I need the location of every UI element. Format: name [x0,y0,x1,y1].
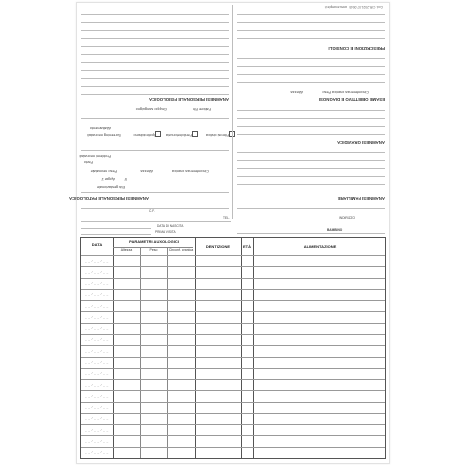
table-row [81,289,385,290]
section-anamnesi-patologica: ANAMNESI PERSONALE PATOLOGICA [69,196,149,201]
date-placeholder[interactable]: _ _ / _ _ / _ _ [85,405,109,410]
rotated-form [69,3,389,221]
rule [237,208,385,209]
rule [81,208,229,209]
rule [237,30,385,31]
rule [237,118,385,119]
table-row [81,323,385,324]
rule [237,74,385,75]
table-row [81,278,385,279]
th-circonf: Circonf. cranica [168,248,194,252]
rule [237,110,385,111]
rule [81,46,229,47]
date-placeholder[interactable]: _ _ / _ _ / _ _ [85,371,109,376]
date-placeholder[interactable]: _ _ / _ _ / _ _ [85,348,109,353]
rule [81,192,229,193]
rule [237,14,385,15]
rule [81,30,229,31]
rule [81,150,229,151]
date-placeholder[interactable]: _ _ / _ _ / _ _ [85,427,109,432]
th-alimentazione: ALIMENTAZIONE [303,244,337,249]
rule [81,86,229,87]
rule-bambino [237,233,385,234]
gravidica-circonferenza: Circonferenza cranica [172,169,209,173]
label-data-nascita: DATA DI NASCITA [157,224,184,228]
rule [237,168,385,169]
rule [237,66,385,67]
gravidica-altezza: Altezza [140,169,153,173]
section-anamnesi-gravidica: ANAMNESI GRAVIDICA [337,140,385,145]
section-anamnesi-familiare: ANAMNESI FAMILIARE [337,196,385,201]
center-divider [232,5,233,219]
gravidica-parto: Parto [83,160,93,164]
section-anamnesi-fisiologica: ANAMNESI PERSONALE FISIOLOGICA [149,97,229,102]
rule-cf [81,221,231,222]
gravidica-apgar5: 5' [124,177,127,181]
section-prescrizioni: PRESCRIZIONI E CONSIGLI [328,46,385,51]
header-code: Cod. CIR-2021.07.0045 [349,5,383,9]
table-row [81,300,385,301]
date-placeholder[interactable]: _ _ / _ _ / _ _ [85,438,109,443]
label-cf: C.F. [149,209,155,213]
th-peso: Peso [149,248,158,252]
rule [81,38,229,39]
rule-prima-visita [81,234,151,235]
section-esame-obiettivo: ESAME OBIETTIVO E DIAGNOSI [318,97,385,102]
upper-form-area [69,3,389,221]
table-row [81,334,385,335]
rule [81,94,229,95]
rule-nascita [81,228,151,229]
table-row [81,379,385,380]
date-placeholder[interactable]: _ _ / _ _ / _ _ [85,337,109,342]
table-row [81,255,385,256]
table-row [81,390,385,391]
rule [237,82,385,83]
rule [81,118,229,119]
rule [237,38,385,39]
rule [237,160,385,161]
esame-field-altezza: Altezza [290,90,303,94]
subcol-divider [140,248,141,458]
table-row [81,368,385,369]
rule [237,152,385,153]
table-row [81,424,385,425]
date-placeholder[interactable]: _ _ / _ _ / _ _ [85,393,109,398]
esame-field-circonferenza: Circonferenza cranica [332,90,369,94]
rule [237,22,385,23]
rule [237,58,385,59]
medical-record-sheet [69,2,390,464]
gravidica-eta-gestazionale: Età gestazionale [96,185,125,189]
subcol-divider [167,248,168,458]
label-indirizzo: INDIRIZZO [339,216,355,220]
fisio-ipotiroidismo: Ipotiroidismo [133,133,155,137]
table-row [81,402,385,403]
label-tel: TEL. [223,216,230,220]
date-placeholder[interactable]: _ _ / _ _ / _ _ [85,281,109,286]
rule [81,22,229,23]
header-site: www.example.it [324,5,347,9]
fisio-fattore-rh: Fattore Rh [193,107,211,111]
fisio-screening: Screening neonatali [87,133,121,137]
th-parametri: PARAMETRI AUXOLOGICI [129,239,179,244]
label-prima-visita: PRIMA VISITA [155,230,176,234]
fisio-fenilchetonuria: Fenilchetonuria [166,133,192,137]
date-placeholder[interactable]: _ _ / _ _ / _ _ [85,269,109,274]
table-row [81,311,385,312]
gravidica-peso-neonatale: Peso neonatale [90,169,117,173]
visits-table [80,237,386,459]
table-row [81,357,385,358]
th-altezza: Altezza [120,248,133,252]
date-placeholder[interactable]: _ _ / _ _ / _ _ [85,382,109,387]
rule [81,54,229,55]
esame-field-peso: Peso [322,90,331,94]
date-placeholder[interactable]: _ _ / _ _ / _ _ [85,360,109,364]
date-placeholder[interactable]: _ _ / _ _ / _ _ [85,326,109,331]
table-row [81,345,385,346]
rule [81,70,229,71]
fisio-fibrosi-cistica: Fibrosi cistica [206,133,229,137]
th-eta: ETÀ [243,244,251,249]
date-placeholder[interactable]: _ _ / _ _ / _ _ [85,450,109,455]
fisio-gruppo-sanguigno: Gruppo sanguigno [135,107,167,111]
table-row [81,435,385,436]
date-placeholder[interactable]: _ _ / _ _ / _ _ [85,314,109,319]
date-placeholder[interactable]: _ _ / _ _ / _ _ [85,303,109,308]
label-bambino: BAMBINO [327,228,343,232]
checkbox-fenilchetonuria[interactable] [192,131,198,137]
date-placeholder[interactable]: _ _ / _ _ / _ _ [85,416,109,421]
fisio-allattamento: Allattamento [89,126,111,130]
rule [237,176,385,177]
date-placeholder[interactable]: _ _ / _ _ / _ _ [85,258,109,263]
th-data: DATA [91,242,103,247]
rule [81,78,229,79]
th-dentizione: DENTIZIONE [205,244,231,249]
table-row [81,447,385,448]
rule [81,62,229,63]
checkbox-ipotiroidismo[interactable] [155,131,161,137]
rule [81,14,229,15]
table-row [81,413,385,414]
rule [237,126,385,127]
rule [237,184,385,185]
table-row [81,266,385,267]
gravidica-problemi-neonatali: Problemi neonatali [79,154,111,158]
gravidica-apgar1: Apgar 1' [100,177,115,181]
date-placeholder[interactable]: _ _ / _ _ / _ _ [85,292,109,297]
rule [237,134,385,135]
